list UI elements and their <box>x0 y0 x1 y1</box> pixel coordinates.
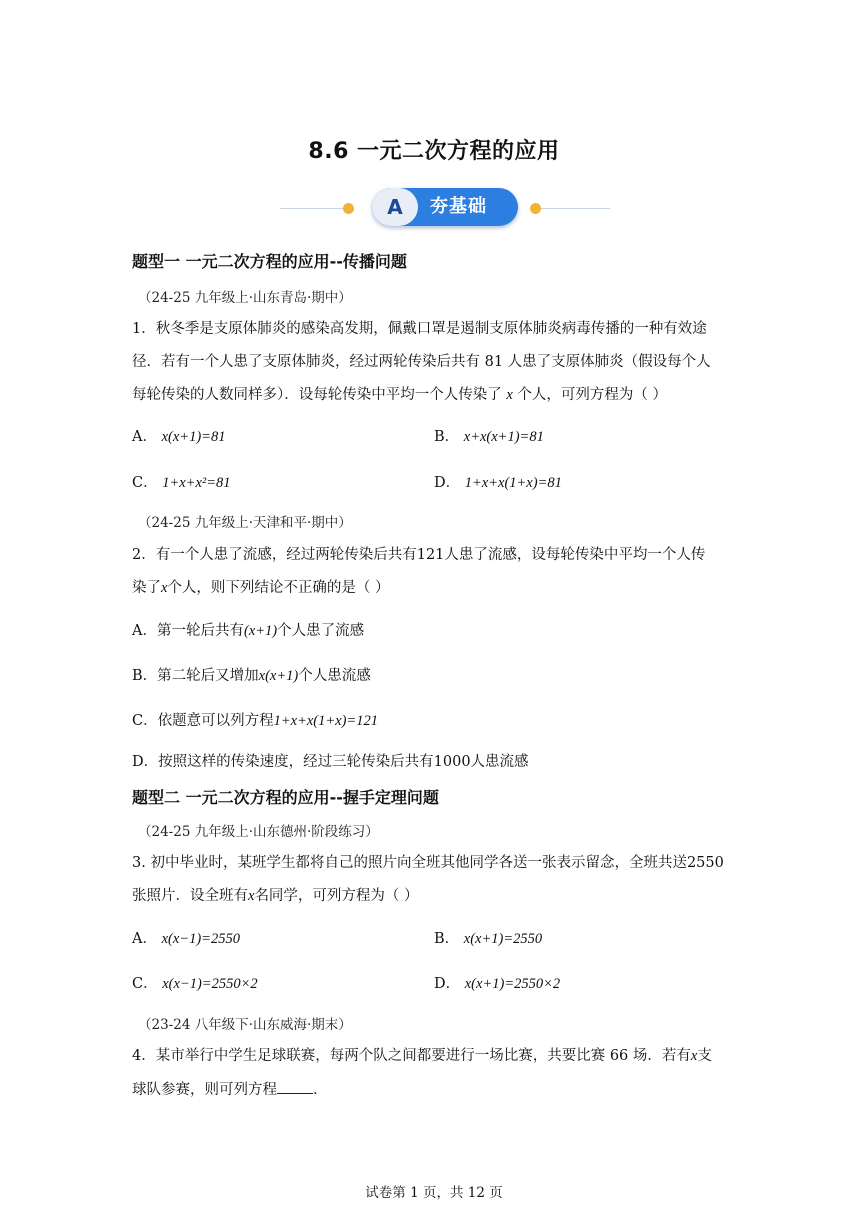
q2-option-a-post: 个人患了流感 <box>277 623 365 639</box>
q3-option-a-math: x(x−1)=2550 <box>161 931 240 947</box>
q1-option-b[interactable] <box>434 425 544 446</box>
q1-line-3 <box>132 385 742 405</box>
q3-option-d-math: x(x+1)=2550×2 <box>464 976 561 992</box>
q3-option-a[interactable] <box>132 927 240 948</box>
q2-option-c-math: 1+x+x(1+x)=121 <box>273 713 378 729</box>
banner-right-dot <box>530 203 541 214</box>
q3-variable: x <box>248 888 255 904</box>
page-title: 8.6 一元二次方程的应用 <box>308 139 560 164</box>
q2-option-d[interactable] <box>132 750 529 771</box>
q1-option-c[interactable] <box>132 471 231 492</box>
q4-line-2-post: ． <box>313 1082 328 1098</box>
q4-answer-blank[interactable] <box>277 1079 313 1094</box>
section-heading-2: 题型二 一元二次方程的应用--握手定理问题 <box>132 788 439 807</box>
page-footer: 试卷第 1 页，共 12 页 <box>365 1185 503 1201</box>
q1-option-d-label: D． <box>434 475 461 491</box>
q2-option-c-pre: 依题意可以列方程 <box>157 713 274 729</box>
q3-line-2 <box>132 886 742 906</box>
q3-line-2-pre: 张照片．设全班有 <box>132 888 248 904</box>
q2-option-a-pre: 第一轮后共有 <box>156 623 244 639</box>
q4-line-2 <box>132 1079 742 1100</box>
q4-source: （23-24 八年级下·山东威海·期末） <box>138 1017 352 1033</box>
q2-option-b-label: B． <box>132 668 158 684</box>
q1-option-b-label: B． <box>434 429 460 445</box>
banner-right-line <box>541 208 610 209</box>
q2-option-b-post: 个人患流感 <box>298 668 371 684</box>
q3-option-d-label: D． <box>434 976 461 992</box>
q2-option-a[interactable] <box>132 619 364 640</box>
q2-option-c[interactable] <box>132 709 378 730</box>
q1-option-a-math: x(x+1)=81 <box>161 429 226 445</box>
q2-line-2-pre: 染了 <box>132 580 161 596</box>
q1-line-3-pre: 每轮传染的人数同样多）．设每轮传染中平均一个人传染了 <box>132 387 502 403</box>
q4-line-1-post: 支 <box>697 1048 712 1064</box>
q1-option-a[interactable] <box>132 425 225 446</box>
q2-option-b[interactable] <box>132 664 371 685</box>
q3-option-c-label: C． <box>132 976 158 992</box>
q3-source: （24-25 九年级上·山东德州·阶段练习） <box>138 824 379 840</box>
q2-line-2 <box>132 578 742 598</box>
q2-option-d-text: 按照这样的传染速度，经过三轮传染后共有1000人患流感 <box>158 754 529 770</box>
q2-option-d-label: D． <box>132 754 159 770</box>
q3-option-b-math: x(x+1)=2550 <box>463 931 543 947</box>
q1-option-b-math: x+x(x+1)=81 <box>463 429 544 445</box>
q1-variable: x <box>506 387 513 403</box>
q3-line-2-post: 名同学，可列方程为（ ） <box>254 888 419 904</box>
q2-line-1: 2．有一个人患了流感，经过两轮传染后共有121人患了流感，设每轮传染中平均一个人传 <box>132 547 706 563</box>
banner-letter: A <box>372 188 418 226</box>
q2-option-a-label: A． <box>132 623 157 639</box>
q4-line-2-pre: 球队参赛，则可列方程 <box>132 1082 277 1098</box>
q3-option-b-label: B． <box>434 931 460 947</box>
banner-pill <box>372 188 518 226</box>
q1-line-2: 径．若有一个人患了支原体肺炎，经过两轮传染后共有 81 人患了支原体肺炎（假设每个人 <box>132 354 711 370</box>
q2-line-2-post: 个人，则下列结论不正确的是（ ） <box>167 580 390 596</box>
banner-left-line <box>280 208 344 209</box>
q2-option-b-pre: 第二轮后又增加 <box>157 668 259 684</box>
q2-option-c-label: C． <box>132 713 158 729</box>
q3-option-a-label: A． <box>132 931 157 947</box>
q3-option-d[interactable] <box>434 972 560 993</box>
q1-option-c-math: 1+x+x²=81 <box>162 475 231 491</box>
q1-option-a-label: A． <box>132 429 157 445</box>
q2-source: （24-25 九年级上·天津和平·期中） <box>138 515 352 531</box>
q1-source: （24-25 九年级上·山东青岛·期中） <box>138 290 352 306</box>
section-banner <box>280 186 610 228</box>
q1-line-1: 1．秋冬季是支原体肺炎的感染高发期，佩戴口罩是遏制支原体肺炎病毒传播的一种有效途 <box>132 321 707 337</box>
q3-option-c[interactable] <box>132 972 258 993</box>
q1-option-d-math: 1+x+x(1+x)=81 <box>464 475 562 491</box>
section-heading-1: 题型一 一元二次方程的应用--传播问题 <box>132 252 407 271</box>
q2-option-b-math: x(x+1) <box>258 668 299 684</box>
q1-line-3-post: 个人，可列方程为（ ） <box>517 387 668 403</box>
banner-label: 夯基础 <box>430 196 487 217</box>
banner-left-dot <box>343 203 354 214</box>
q4-line-1-pre: 4．某市举行中学生足球联赛，每两个队之间都要进行一场比赛，共要比赛 66 场．若有 <box>132 1048 691 1064</box>
q3-line-1: 3. 初中毕业时，某班学生都将自己的照片向全班其他同学各送一张表示留念，全班共送2550 <box>132 855 724 871</box>
q3-option-c-math: x(x−1)=2550×2 <box>162 976 258 992</box>
q2-variable: x <box>161 580 168 596</box>
q4-variable: x <box>690 1048 698 1064</box>
q3-option-b[interactable] <box>434 927 542 948</box>
q4-line-1 <box>132 1046 742 1066</box>
q1-option-c-label: C． <box>132 475 158 491</box>
q1-option-d[interactable] <box>434 471 562 492</box>
q2-option-a-math: (x+1) <box>243 623 278 639</box>
